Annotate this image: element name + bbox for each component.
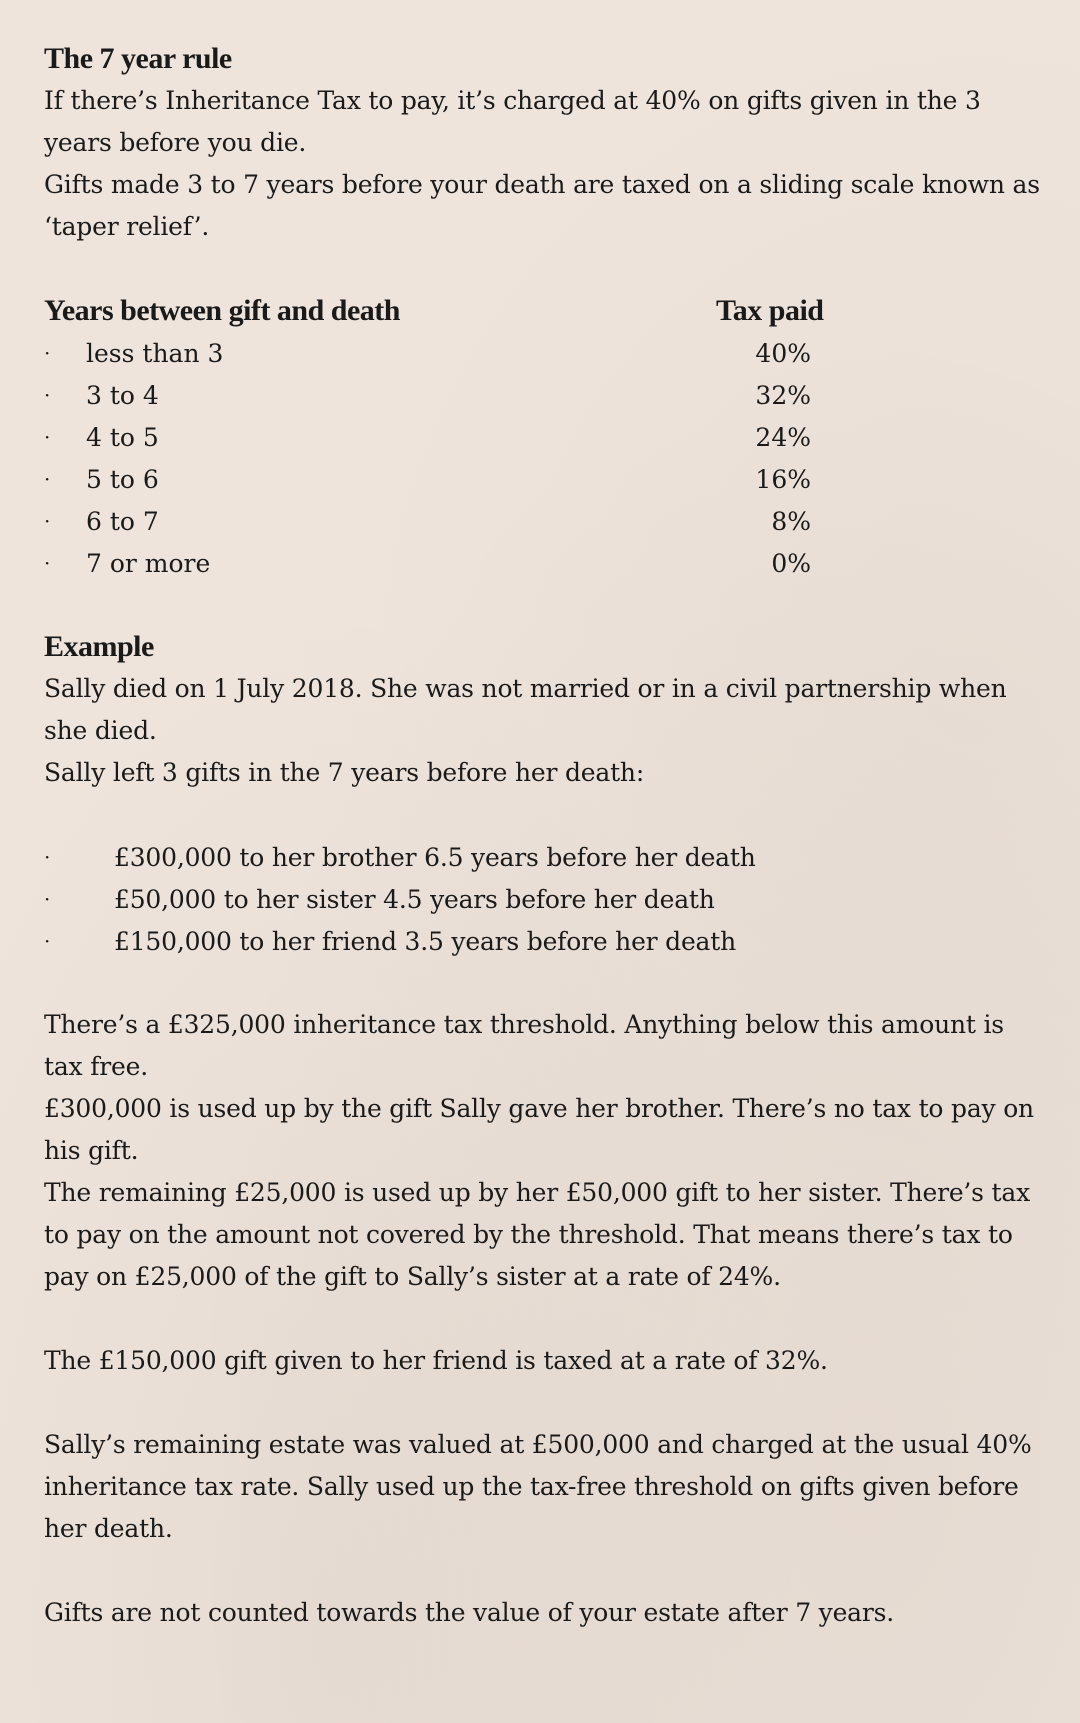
years-cell: 7 or more bbox=[86, 548, 211, 578]
rule-heading: The 7 year rule bbox=[44, 42, 232, 75]
years-column-header: Years between gift and death bbox=[44, 294, 400, 327]
taper-relief-table bbox=[44, 290, 1040, 584]
bullet-icon: · bbox=[44, 845, 51, 869]
tax-cell: 16% bbox=[755, 464, 811, 494]
spacer bbox=[44, 248, 1040, 290]
gift-list bbox=[44, 836, 1040, 962]
friend-paragraph: The £150,000 gift given to her friend is taxed at a rate of 32%. bbox=[44, 1346, 828, 1375]
table-row bbox=[44, 458, 1040, 500]
spacer bbox=[44, 962, 1040, 1004]
rule-paragraph-2: Gifts made 3 to 7 years before your death are taxed on a sliding scale known as ‘taper relief’. bbox=[44, 170, 1040, 241]
tax-cell: 24% bbox=[755, 422, 811, 452]
tax-column-header: Tax paid bbox=[716, 294, 824, 327]
table-row bbox=[44, 332, 1040, 374]
tax-cell: 40% bbox=[755, 338, 811, 368]
years-cell: 5 to 6 bbox=[86, 464, 159, 494]
example-heading: Example bbox=[44, 630, 154, 663]
gift-text: £150,000 to her friend 3.5 years before her death bbox=[114, 926, 737, 956]
years-cell: 4 to 5 bbox=[86, 422, 159, 452]
bullet-icon: · bbox=[44, 551, 51, 575]
tax-cell: 8% bbox=[771, 506, 811, 536]
list-item bbox=[44, 878, 1040, 920]
spacer bbox=[44, 1298, 1040, 1340]
table-row bbox=[44, 374, 1040, 416]
tax-cell: 0% bbox=[771, 548, 811, 578]
rule-paragraph-1: If there’s Inheritance Tax to pay, it’s charged at 40% on gifts given in the 3 years before you die. bbox=[44, 86, 981, 157]
list-item bbox=[44, 920, 1040, 962]
list-item bbox=[44, 836, 1040, 878]
bullet-icon: · bbox=[44, 383, 51, 407]
example-intro-2: Sally left 3 gifts in the 7 years before her death: bbox=[44, 758, 645, 787]
spacer bbox=[44, 1550, 1040, 1592]
threshold-paragraph: There’s a £325,000 inheritance tax threshold. Anything below this amount is tax free. bbox=[44, 1010, 1004, 1081]
brother-paragraph: £300,000 is used up by the gift Sally gave her brother. There’s no tax to pay on his gift. bbox=[44, 1094, 1034, 1165]
spacer bbox=[44, 584, 1040, 626]
bullet-icon: · bbox=[44, 509, 51, 533]
estate-paragraph: Sally’s remaining estate was valued at £500,000 and charged at the usual 40% inheritance tax rate. Sally used up the tax-free threshold on gifts given before her death. bbox=[44, 1430, 1032, 1543]
table-row bbox=[44, 416, 1040, 458]
bullet-icon: · bbox=[44, 341, 51, 365]
example-intro-1: Sally died on 1 July 2018. She was not married or in a civil partnership when she died. bbox=[44, 674, 1007, 745]
tax-cell: 32% bbox=[755, 380, 811, 410]
bullet-icon: · bbox=[44, 929, 51, 953]
bullet-icon: · bbox=[44, 467, 51, 491]
bullet-icon: · bbox=[44, 887, 51, 911]
table-header bbox=[44, 290, 1040, 332]
spacer bbox=[44, 1382, 1040, 1424]
spacer bbox=[44, 794, 1040, 836]
years-cell: 6 to 7 bbox=[86, 506, 159, 536]
gift-text: £300,000 to her brother 6.5 years before her death bbox=[114, 842, 756, 872]
table-row bbox=[44, 500, 1040, 542]
sister-paragraph: The remaining £25,000 is used up by her £50,000 gift to her sister. There’s tax to pay on the amount not covered by the threshold. That means there’s tax to pay on £25,000 of the gift to Sally’s sister at a rate of 24%. bbox=[44, 1178, 1031, 1291]
years-cell: 3 to 4 bbox=[86, 380, 159, 410]
bullet-icon: · bbox=[44, 425, 51, 449]
table-row bbox=[44, 542, 1040, 584]
gift-text: £50,000 to her sister 4.5 years before her death bbox=[114, 884, 715, 914]
years-cell: less than 3 bbox=[86, 338, 224, 368]
closing-paragraph: Gifts are not counted towards the value of your estate after 7 years. bbox=[44, 1598, 895, 1627]
